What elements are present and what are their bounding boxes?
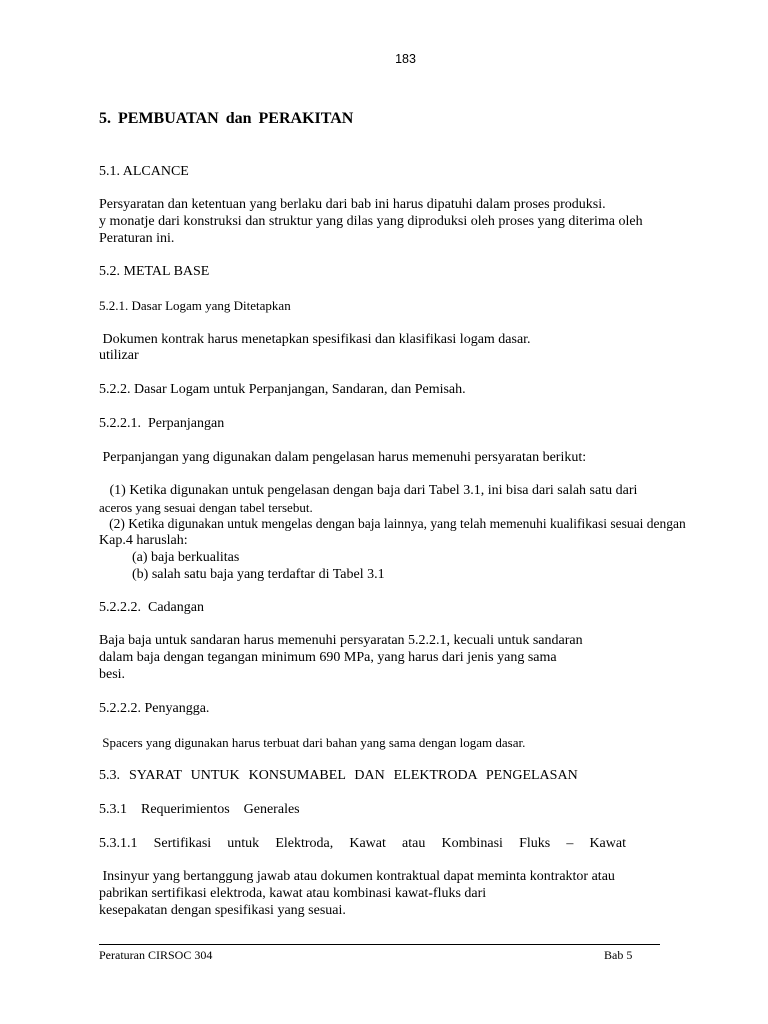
list-item-1-line: aceros yang sesuai dengan tabel tersebut.: [99, 500, 313, 515]
section-5-2-1-line: utilizar: [99, 348, 139, 363]
section-5-2-title: 5.2. METAL BASE: [99, 264, 210, 279]
title-word: Kawat: [349, 836, 386, 851]
title-word: –: [566, 836, 574, 851]
title-word: atau: [402, 836, 426, 851]
chapter-heading: 5. PEMBUATAN dan PERAKITAN: [99, 110, 354, 127]
section-5-3-1-1-title: [99, 836, 626, 852]
list-item-1-line: (1) Ketika digunakan untuk pengelasan dengan baja dari Tabel 3.1, ini bisa dari salah satu dari: [99, 483, 638, 498]
footer-left: Peraturan CIRSOC 304: [99, 948, 213, 962]
section-5-3-title: 5.3. SYARAT UNTUK KONSUMABEL DAN ELEKTRODA PENGELASAN: [99, 768, 578, 783]
section-cadangan-line: Baja baja untuk sandaran harus memenuhi persyaratan 5.2.2.1, kecuali untuk sandaran: [99, 633, 583, 648]
page-number: 183: [395, 52, 416, 66]
section-5-3-1-1-line: pabrikan sertifikasi elektroda, kawat atau kombinasi kawat-fluks dari: [99, 886, 487, 901]
title-word: 5.3.1.1: [99, 836, 138, 851]
section-5-1-line: y monatje dari konstruksi dan struktur yang dilas yang diproduksi oleh proses yang diterima oleh: [99, 214, 643, 229]
section-5-1-title: 5.1. ALCANCE: [99, 164, 189, 179]
title-word: Kawat: [589, 836, 626, 851]
footer-right: Bab 5: [604, 948, 633, 962]
section-5-3-1-1-line: Insinyur yang bertanggung jawab atau dokumen kontraktual dapat meminta kontraktor atau: [99, 869, 615, 884]
section-5-2-2-title: 5.2.2. Dasar Logam untuk Perpanjangan, Sandaran, dan Pemisah.: [99, 382, 466, 397]
section-cadangan-line: dalam baja dengan tegangan minimum 690 MPa, yang harus dari jenis yang sama: [99, 650, 557, 665]
section-5-3-1-title: 5.3.1 Requerimientos Generales: [99, 802, 300, 817]
title-word: Elektroda,: [275, 836, 334, 851]
sub-item-a: (a) baja berkualitas: [132, 550, 240, 565]
section-penyangga-title: 5.2.2.2. Penyangga.: [99, 701, 210, 716]
list-item-2-line: (2) Ketika digunakan untuk mengelas dengan baja lainnya, yang telah memenuhi kualifikasi sesuai dengan: [99, 516, 686, 531]
section-5-2-1-line: Dokumen kontrak harus menetapkan spesifikasi dan klasifikasi logam dasar.: [99, 332, 531, 347]
section-5-3-1-1-line: kesepakatan dengan spesifikasi yang sesuai.: [99, 903, 346, 918]
section-5-2-2-1-intro: Perpanjangan yang digunakan dalam pengelasan harus memenuhi persyaratan berikut:: [99, 450, 587, 465]
section-penyangga-line: Spacers yang digunakan harus terbuat dari bahan yang sama dengan logam dasar.: [99, 735, 526, 750]
title-word: Sertifikasi: [153, 836, 212, 851]
section-5-2-2-1-title: 5.2.2.1. Perpanjangan: [99, 416, 225, 431]
footer-rule: [99, 944, 660, 945]
section-cadangan-title: 5.2.2.2. Cadangan: [99, 600, 204, 615]
title-word: untuk: [227, 836, 260, 851]
title-word: Fluks: [519, 836, 551, 851]
section-5-1-line: Persyaratan dan ketentuan yang berlaku dari bab ini harus dipatuhi dalam proses produksi.: [99, 197, 606, 212]
section-cadangan-line: besi.: [99, 667, 126, 682]
section-5-2-1-title: 5.2.1. Dasar Logam yang Ditetapkan: [99, 298, 291, 313]
sub-item-b: (b) salah satu baja yang terdaftar di Tabel 3.1: [132, 567, 385, 582]
list-item-2-line: Kap.4 haruslah:: [99, 533, 188, 548]
section-5-1-line: Peraturan ini.: [99, 231, 175, 246]
title-word: Kombinasi: [441, 836, 503, 851]
